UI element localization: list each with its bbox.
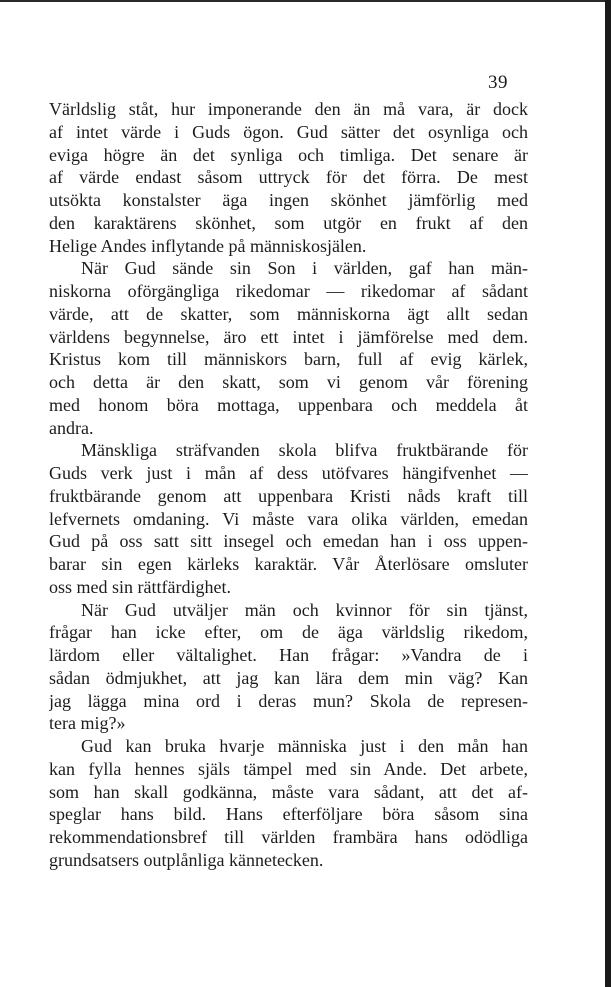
text-line: När Gud sände sin Son i världen, gaf han män-	[81, 258, 528, 279]
text-line: värde, att de skatter, som människorna ägt allt sedan	[49, 303, 528, 324]
text-line: Guds verk just i mån af dess utöfvares hängifvenhet —	[49, 463, 528, 483]
text-line: frågar han icke efter, om de äga världslig rikedom,	[49, 622, 528, 643]
text-line: Helige Andes inflytande på människosjälen.	[49, 235, 367, 256]
page-number: 39	[488, 72, 508, 93]
text-line: När Gud utväljer män och kvinnor för sin tjänst,	[81, 599, 528, 620]
text-line: den karaktärens skönhet, som utgör en frukt af den	[49, 212, 528, 233]
text-line: af värde endast såsom uttryck för det förra. De mest	[49, 167, 528, 188]
text-line: kan fylla hennes själs tämpel med sin Ande. Det arbete,	[49, 758, 528, 779]
text-line: fruktbärande genom att uppenbara Kristi nåds kraft till	[49, 485, 528, 506]
text-line: Gud på oss satt sitt insegel och emedan han i oss uppen-	[49, 531, 528, 552]
text-line: af intet värde i Guds ögon. Gud sätter det osynliga och	[49, 121, 528, 142]
text-line: utsökta konstalster äga ingen skönhet jämförlig med	[49, 190, 528, 210]
text-line: barar sin egen kärleks karaktär. Vår Återlösare omsluter	[49, 554, 528, 574]
text-line: och detta är den skatt, som vi genom vår förening	[49, 372, 528, 392]
text-line: rekommendationsbref till världen frambära hans odödliga	[49, 827, 528, 847]
text-line: lefvernets omdaning. Vi måste vara olika världen, emedan	[49, 508, 528, 529]
text-line: Gud kan bruka hvarje människa just i den mån han	[81, 736, 528, 756]
text-line: andra.	[49, 417, 94, 438]
text-line: Kristus kom till människors barn, full af evig kärlek,	[49, 349, 528, 370]
text-line: Världslig ståt, hur imponerande den än må vara, är dock	[49, 99, 528, 119]
page-top-edge	[0, 0, 611, 2]
text-line: som han skall godkänna, måste vara sådant, att det af-	[49, 781, 528, 802]
text-line: sådan ödmjukhet, att jag kan lära dem min väg? Kan	[49, 667, 528, 688]
text-line: jag lägga mina ord i deras mun? Skola de represen-	[49, 690, 528, 711]
text-line: världens begynnelse, äro ett intet i jämförelse med dem.	[49, 326, 528, 347]
text-line: tera mig?»	[49, 713, 126, 734]
text-line: oss med sin rättfärdighet.	[49, 576, 231, 597]
body-text	[49, 98, 528, 872]
text-line: lärdom eller vältalighet. Han frågar: »Vandra de i	[49, 645, 528, 665]
text-line: eviga högre än det synliga och timliga. Det senare är	[49, 144, 528, 165]
text-line: Mänskliga sträfvanden skola blifva fruktbärande för	[81, 440, 528, 461]
text-line: med honom böra mottaga, uppenbara och meddela åt	[49, 394, 528, 415]
text-line: niskorna oförgängliga rikedomar — rikedomar af sådant	[49, 281, 528, 301]
text-line: grundsatsers outplånliga kännetecken.	[49, 849, 324, 870]
text-line: speglar hans bild. Hans efterföljare böra såsom sina	[49, 804, 528, 825]
page-right-edge	[605, 0, 611, 987]
